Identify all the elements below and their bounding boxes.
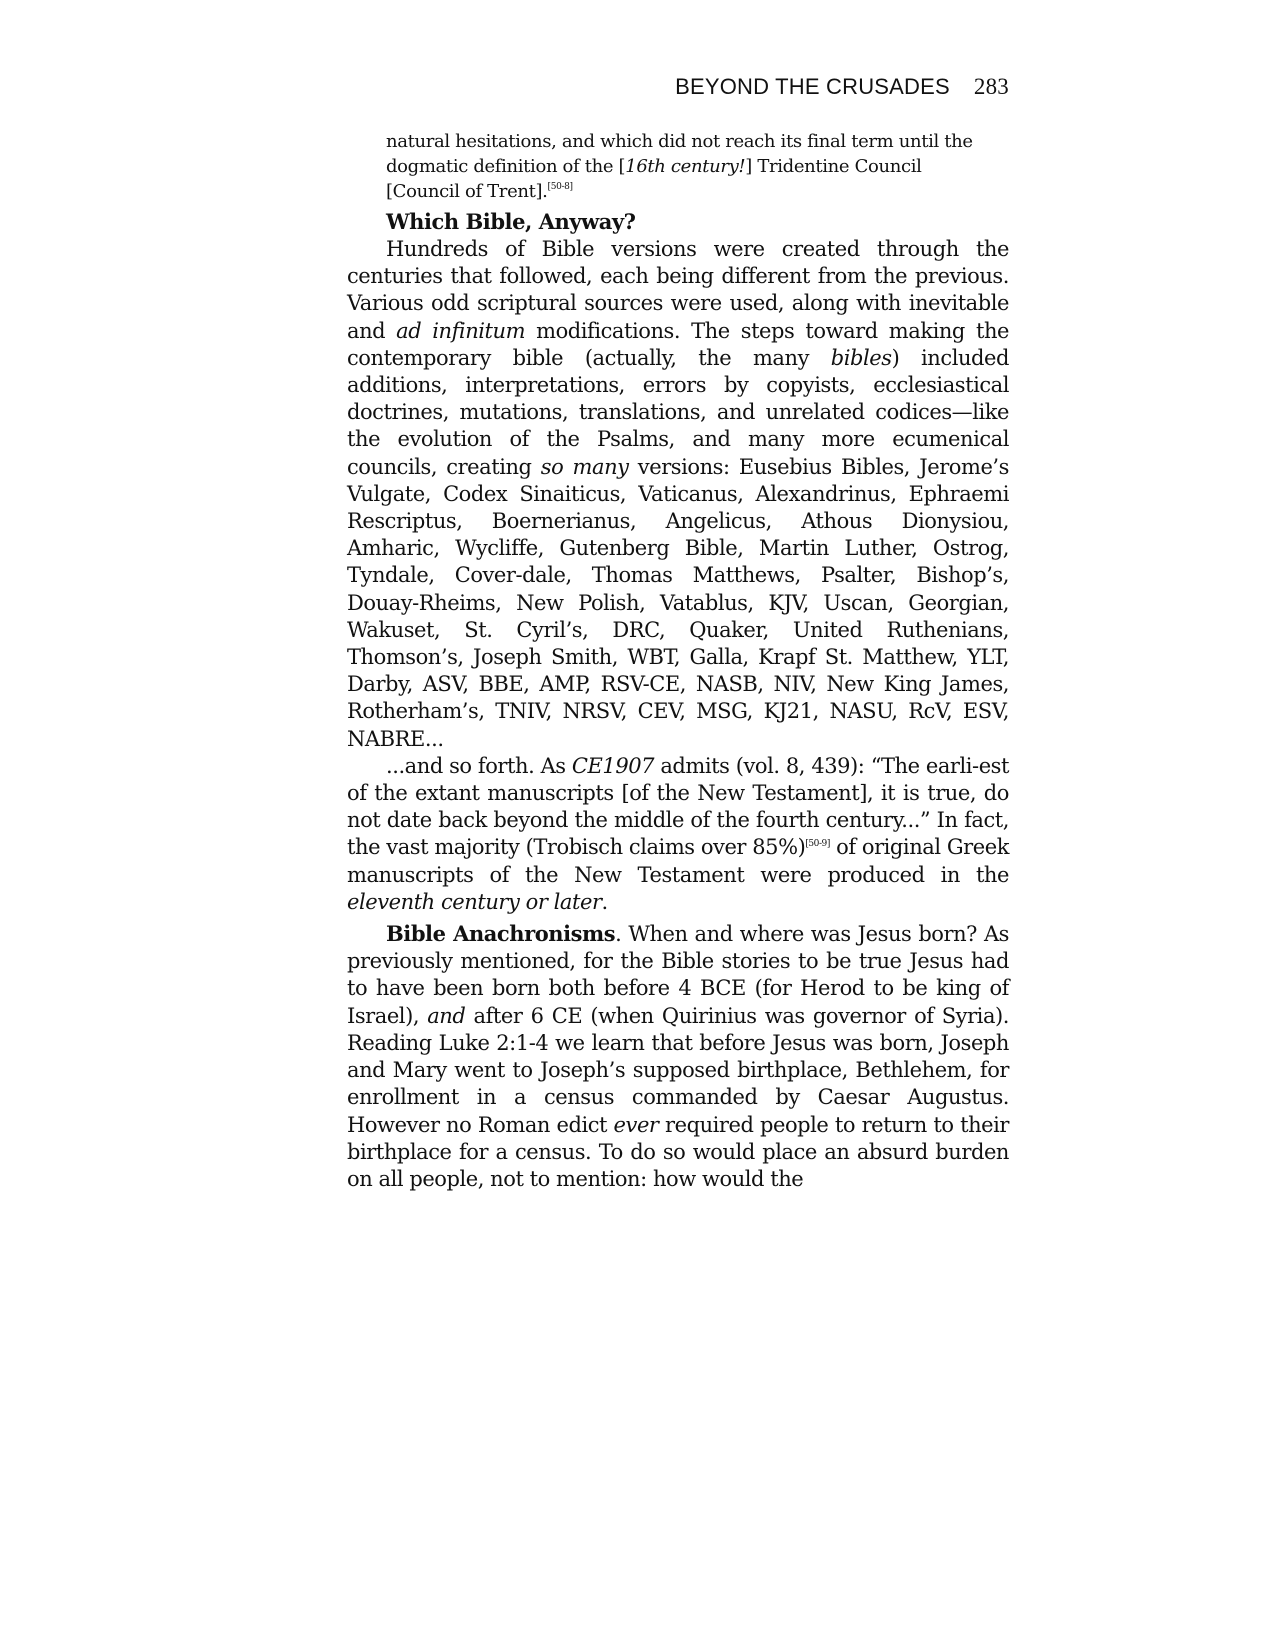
paragraph-text: Hundreds of Bible versions were created through the centuries that followed, each being different from the previous. Various odd scriptural sources were used, along with inevitable and [347, 237, 1009, 343]
paragraph-text: . [601, 889, 608, 914]
italic-text: eleventh century or later [347, 889, 602, 914]
footnote-ref: [50-9] [805, 839, 830, 850]
main-text [347, 208, 1009, 1193]
italic-text: CE1907 [571, 753, 655, 778]
quote-italic: 16th century! [625, 156, 746, 177]
paragraph-text: of original Greek manuscripts of the New Testament were produced in the [347, 835, 1009, 887]
italic-text: ad infinitum [396, 318, 526, 343]
paragraph-anachronisms [347, 920, 1009, 1193]
italic-text: bibles [830, 345, 892, 370]
section-heading: Which Bible, Anyway? [386, 209, 636, 234]
quote-text-end: ] Tridentine Council [Council of Trent]. [386, 156, 922, 202]
quote-text: natural hesitations, and which did not reach its final term until the dogmatic definition of the [ [386, 131, 973, 177]
paragraph-text: ) included additions, interpretations, errors by copyists, ecclesiastical doctrines, mutations, translations, and unrelated codices—like the evolution of the Psalms, and many more ecumenical councils, creating [347, 345, 1009, 479]
paragraph-text: after 6 CE (when Quirinius was governor of Syria). Reading Luke 2:1-4 we learn that before Jesus was born, Joseph and Mary went to Joseph’s supposed birthplace, Bethlehem, for enrollment in a census commanded by Caesar Augustus. However no Roman edict [347, 1003, 1009, 1137]
running-head [661, 74, 1009, 104]
footnote-ref: [50-8] [547, 182, 573, 192]
paragraph-text: admits (vol. 8, 439): “The earli-est of the extant manuscripts [of the New Testament], it is true, do not date back beyond the middle of the fourth century...” In fact, the vast majority (Trobisch claims over 85%) [347, 753, 1009, 860]
paragraph-text: . When and where was Jesus born? As previously mentioned, for the Bible stories to be true Jesus had to have been born both before 4 BCE (for Herod to be king of Israel), [347, 922, 1009, 1028]
run-in-heading: Bible Anachronisms [386, 921, 616, 947]
page-number: 283 [973, 74, 1009, 99]
paragraph-text: ...and so forth. As [386, 753, 572, 778]
running-head-title: BEYOND THE CRUSADES [675, 74, 950, 99]
paragraph-text: modifications. The steps toward making the contemporary bible (actually, the many [347, 318, 1009, 370]
paragraph-text: versions: Eusebius Bibles, Jerome’s Vulgate, Codex Sinaiticus, Vaticanus, Alexandrinus, Ephraemi Rescriptus, Boernerianus, Angelicus, Athous Dionysiou, Amharic, Wycliffe, Gutenberg Bible, Martin Luther, Ostrog, Tyndale, Cover-dale, Thomas Matthews, Psalter, Bishop’s, Douay-Rheims, New Polish, Vatablus, KJV, Uscan, Georgian, Wakuset, St. Cyril’s, DRC, Quaker, United Ruthenians, Thomson’s, Joseph Smith, WBT, Galla, Krapf St. Matthew, YLT, Darby, ASV, BBE, AMP, RSV-CE, NASB, NIV, New King James, Rotherham’s, TNIV, NRSV, CEV, MSG, KJ21, NASU, RcV, ESV, NABRE... [347, 454, 1009, 751]
paragraph-manuscripts [347, 753, 1009, 916]
paragraph-bible-versions [347, 236, 1009, 753]
block-quote [386, 129, 986, 204]
paragraph-text: required people to return to their birthplace for a census. To do so would place an absurd burden on all people, not to mention: how would the [347, 1112, 1009, 1191]
italic-text: so many [540, 454, 629, 479]
italic-text: and [427, 1003, 466, 1028]
italic-text: ever [613, 1112, 659, 1137]
